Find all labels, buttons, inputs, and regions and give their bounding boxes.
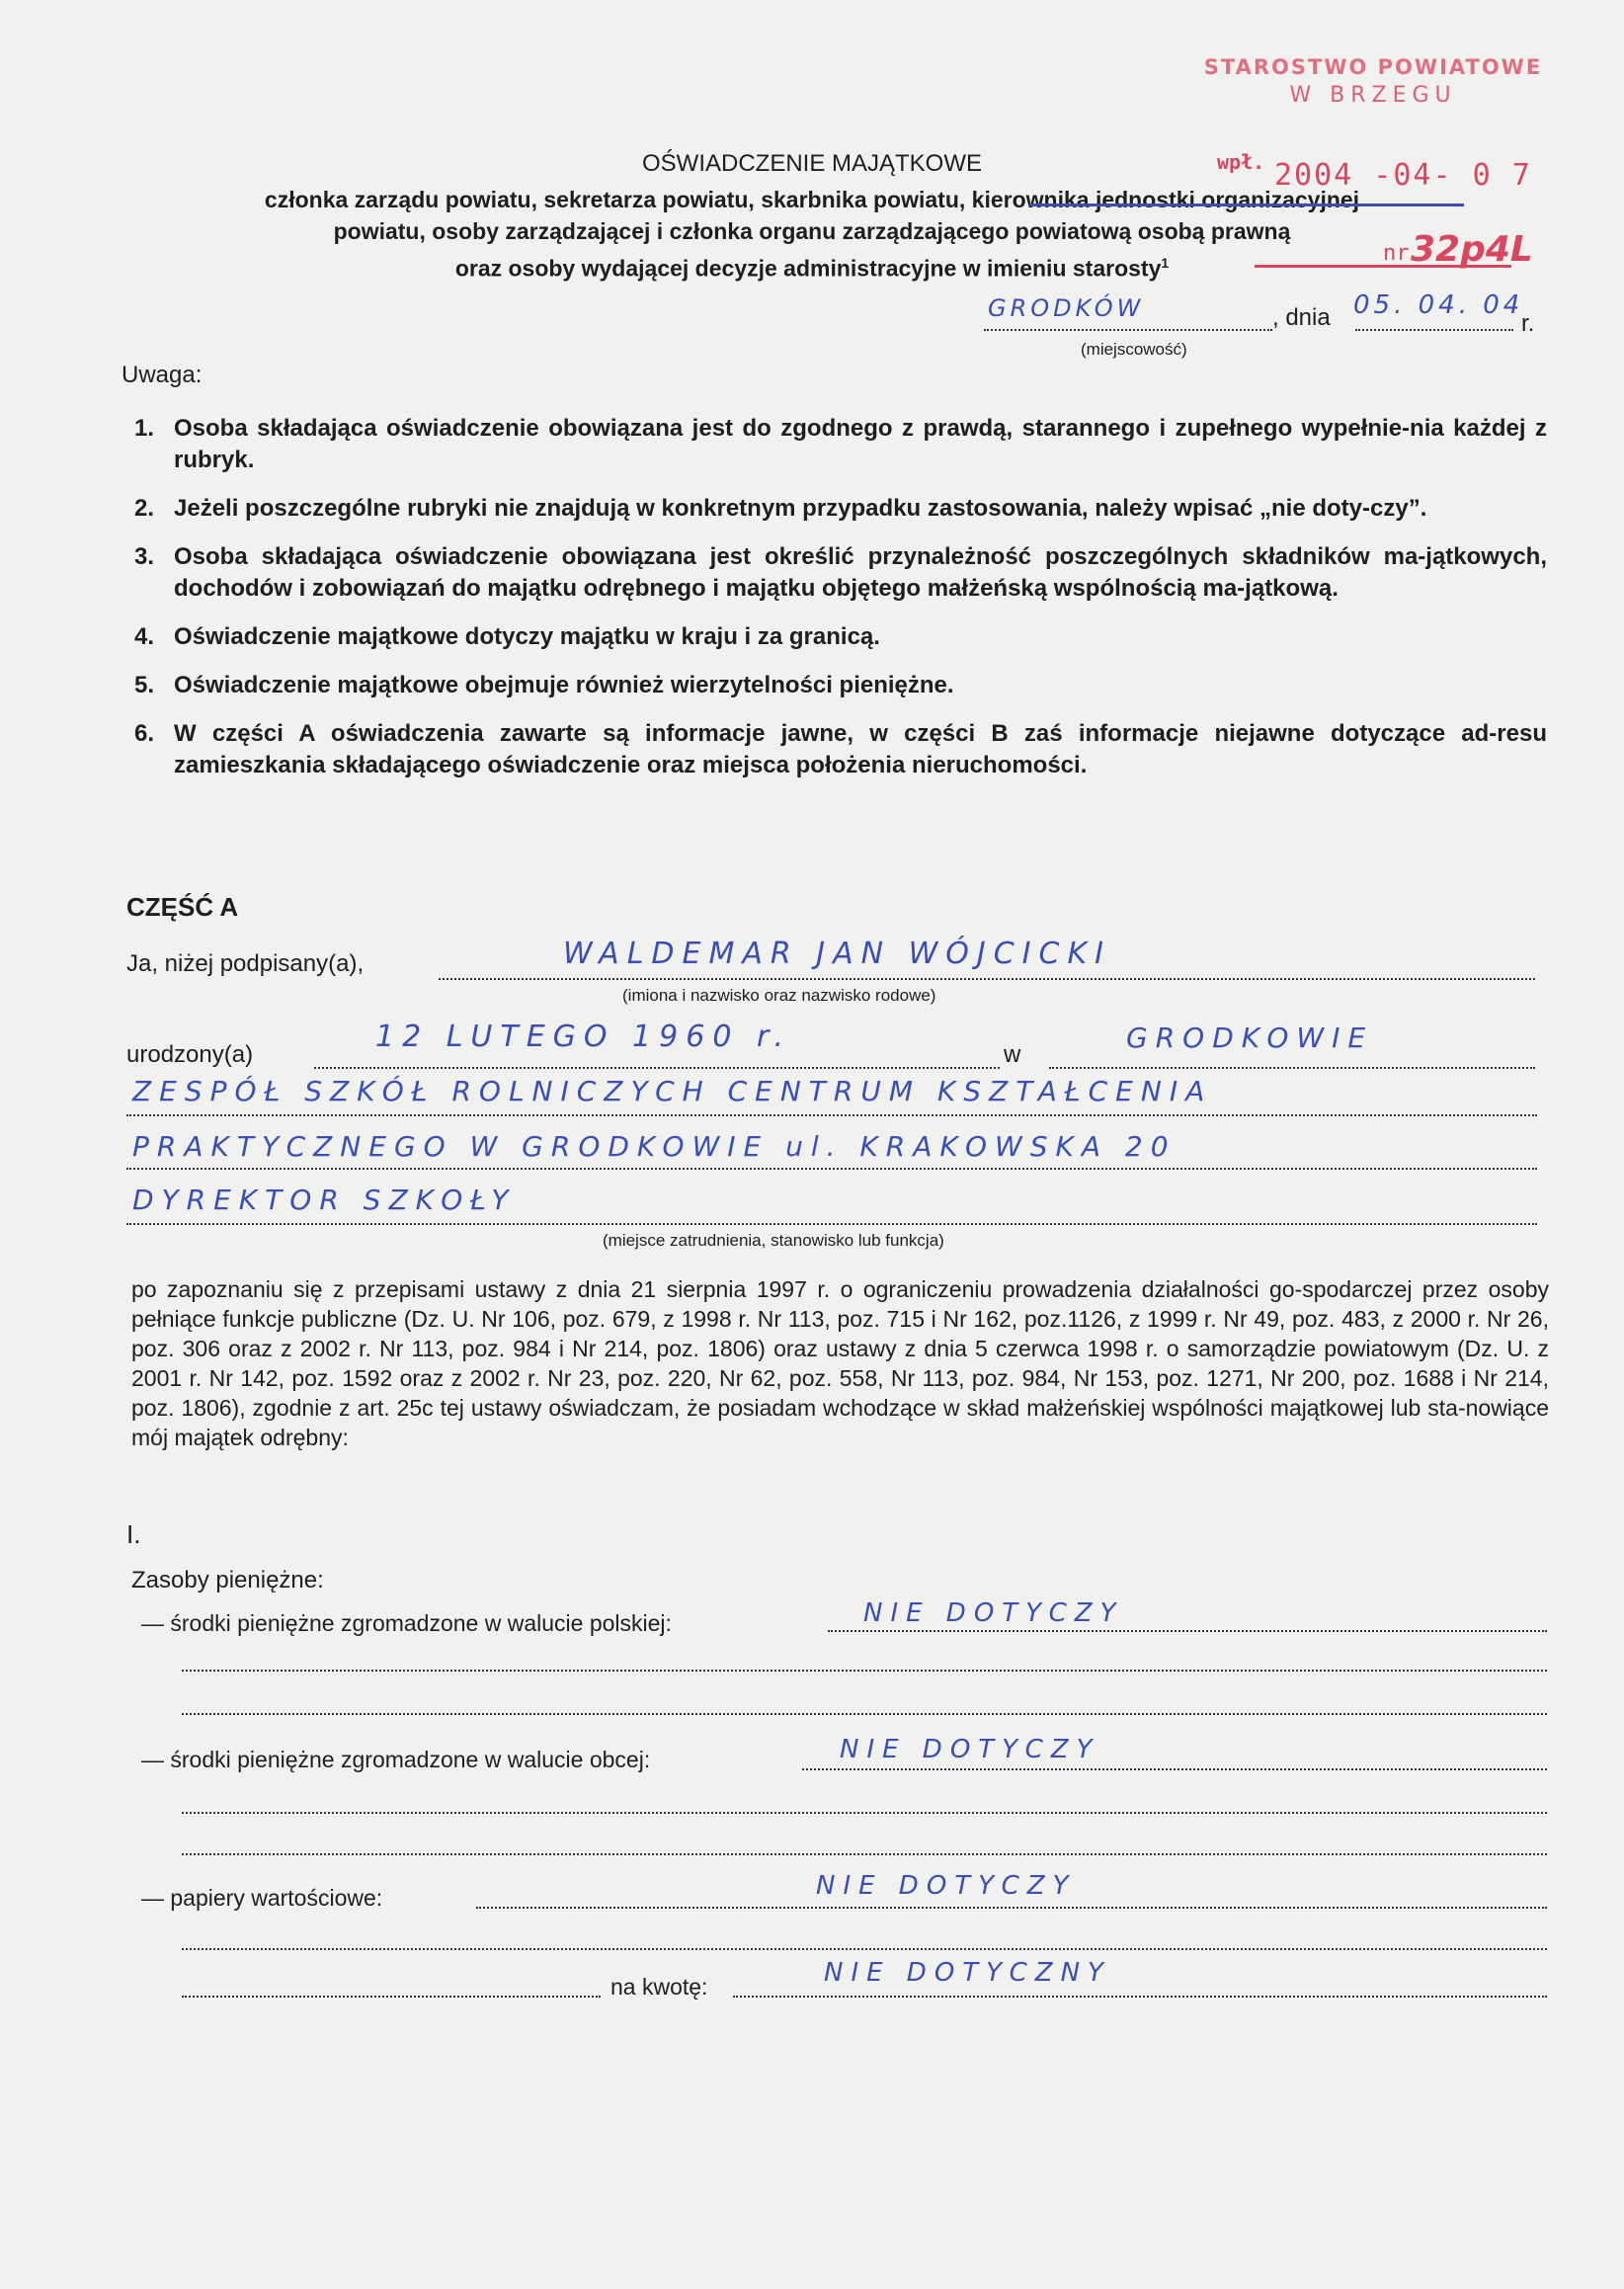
born-date-value: 12 LUTEGO 1960 r. (375, 1020, 792, 1054)
note-text: Osoba składająca oświadczenie obowiązana jest określić przynależność poszczególnych składników ma-jątkowych, dochodów i zobowiązań do majątku odrębnego i majątku objętego małżeńską wspólnością ma-jątkową. (174, 543, 1547, 602)
securities-label: — papiery wartościowe: (141, 1885, 383, 1911)
note-number: 1. (134, 415, 155, 442)
date-dotted-line (1355, 329, 1513, 331)
note-text: Osoba składająca oświadczenie obowiązana jest do zgodnego z prawdą, starannego i zupełnego wypełnie-nia każdej z rubryk. (174, 415, 1547, 473)
footnote-mark: 1 (1161, 255, 1170, 271)
employment-line-3: DYREKTOR SZKOŁY (132, 1184, 517, 1216)
employment-caption: (miejsce zatrudnienia, stanowisko lub funkcja) (603, 1231, 944, 1250)
note-item (134, 670, 1547, 701)
subtitle-line-3-text: oraz osoby wydającej decyzje administracyjne w imieniu starosty (454, 255, 1162, 282)
name-value: WALDEMAR JAN WÓJCICKI (563, 937, 1111, 971)
received-label: wpł. (1217, 150, 1265, 174)
place-caption: (miejscowość) (1081, 340, 1187, 359)
pln-label: — środki pieniężne zgromadzone w walucie polskiej: (141, 1610, 672, 1636)
note-number: 5. (134, 672, 155, 698)
form-title: OŚWIADCZENIE MAJĄTKOWE (641, 150, 982, 177)
note-item (134, 621, 1547, 653)
note-item (134, 493, 1547, 525)
note-number: 6. (134, 720, 155, 747)
form-subtitle (99, 184, 1525, 285)
pln-dotted-line (828, 1630, 1547, 1632)
stamp-city: W BRZEGU (1289, 83, 1457, 108)
note-item (134, 541, 1547, 605)
foreign-label: — środki pieniężne zgromadzone w walucie obcej: (141, 1747, 651, 1772)
section-i-heading: Zasoby pieniężne: (131, 1567, 324, 1594)
amount-leading-line (182, 1996, 601, 1998)
employment-line-2: PRAKTYCZNEGO W GRODKOWIE ul. KRAKOWSKA 20 (132, 1130, 1177, 1163)
subtitle-line-1: członka zarządu powiatu, sekretarza powiatu, skarbnika powiatu, kierownika jednostki organizacyjnej (264, 187, 1360, 212)
stamp-office: STAROSTWO POWIATOWE (1203, 55, 1543, 79)
born-date-dotted-line (314, 1067, 1000, 1069)
foreign-extra-line-1 (182, 1812, 1547, 1814)
foreign-value: NIE DOTYCZY (840, 1735, 1100, 1764)
reg-prefix: nr (1383, 241, 1410, 266)
employment-dotted-line-2 (126, 1168, 1537, 1170)
place-dotted-line (984, 329, 1272, 331)
born-place-value: GRODKOWIE (1126, 1022, 1374, 1054)
employment-line-1: ZESPÓŁ SZKÓŁ ROLNICZYCH CENTRUM KSZTAŁCENIA (132, 1075, 1213, 1107)
pln-extra-line-1 (182, 1670, 1547, 1672)
securities-value: NIE DOTYCZY (816, 1871, 1077, 1901)
w-label: w (1004, 1041, 1021, 1068)
note-text: Jeżeli poszczególne rubryki nie znajdują w konkretnym przypadku zastosowania, należy wpisać „nie doty-czy”. (174, 495, 1427, 522)
subtitle-line-2: powiatu, osoby zarządzającej i członka organu zarządzającego powiatową osobą prawną (333, 218, 1291, 244)
note-text: Oświadczenie majątkowe obejmuje również wierzytelności pieniężne. (174, 672, 954, 698)
notes-list (134, 413, 1547, 798)
notes-heading: Uwaga: (122, 362, 203, 388)
section-i-numeral: I. (126, 1519, 141, 1549)
place-value: GRODKÓW (988, 294, 1145, 322)
amount-dotted-line (733, 1996, 1547, 1998)
note-number: 4. (134, 623, 155, 650)
r-label: r. (1521, 310, 1535, 337)
dnia-label: , dnia (1272, 304, 1331, 331)
employment-dotted-line-1 (126, 1114, 1537, 1116)
note-number: 3. (134, 543, 155, 570)
note-text: W części A oświadczenia zawarte są informacje jawne, w części B zaś informacje niejawne dotyczące ad-resu zamieszkania składającego oświadczenie oraz miejsca położenia nieruchomości. (174, 720, 1547, 778)
foreign-dotted-line (802, 1768, 1547, 1770)
office-stamp (1166, 55, 1581, 108)
part-a-heading: CZĘŚĆ A (126, 892, 239, 922)
date-value: 05. 04. 04 (1353, 290, 1524, 320)
name-caption: (imiona i nazwisko oraz nazwisko rodowe) (622, 986, 936, 1005)
amount-label: na kwotę: (610, 1974, 708, 2000)
signed-label: Ja, niżej podpisany(a), (126, 950, 365, 977)
reg-number: 32p4L (1411, 229, 1533, 270)
pln-extra-line-2 (182, 1713, 1547, 1715)
pln-value: NIE DOTYCZY (863, 1598, 1124, 1628)
amount-value: NIE DOTYCZNY (824, 1958, 1111, 1988)
born-place-dotted-line (1049, 1067, 1535, 1069)
note-item (134, 413, 1547, 476)
pen-underline (1029, 204, 1464, 206)
received-date: 2004 -04- 0 7 (1274, 158, 1532, 193)
foreign-extra-line-2 (182, 1853, 1547, 1855)
legal-paragraph: po zapoznaniu się z przepisami ustawy z dnia 21 sierpnia 1997 r. o ograniczeniu prowadzenia działalności go-spodarczej przez osoby pełniące funkcje publiczne (Dz. U. Nr 106, poz. 679, z 1998 r. Nr 113, poz. 715 i Nr 162, poz.1126, z 1999 r. Nr 49, poz. 483, z 2000 r. Nr 26, poz. 306 oraz z 2002 r. Nr 113, poz. 984 i Nr 214, poz. 1806) oraz ustawy z dnia 5 czerwca 1998 r. o samorządzie powiatowym (Dz. U. z 2001 r. Nr 142, poz. 1592 oraz z 2002 r. Nr 23, poz. 220, Nr 62, poz. 558, Nr 113, poz. 984, Nr 153, poz. 1271, Nr 200, poz. 1688 i Nr 214, poz. 1806), zgodnie z art. 25c tej ustawy oświadczam, że posiadam wchodzące w skład małżeńskiej wspólności majątkowej lub sta-nowiące mój majątek odrębny: (131, 1276, 1549, 1450)
securities-dotted-line (476, 1907, 1547, 1909)
born-label: urodzony(a) (126, 1041, 254, 1068)
employment-dotted-line-3 (126, 1223, 1537, 1225)
note-number: 2. (134, 495, 155, 522)
securities-extra-line (182, 1948, 1547, 1950)
note-text: Oświadczenie majątkowe dotyczy majątku w kraju i za granicą. (174, 623, 880, 650)
note-item (134, 718, 1547, 781)
name-dotted-line (439, 978, 1535, 980)
